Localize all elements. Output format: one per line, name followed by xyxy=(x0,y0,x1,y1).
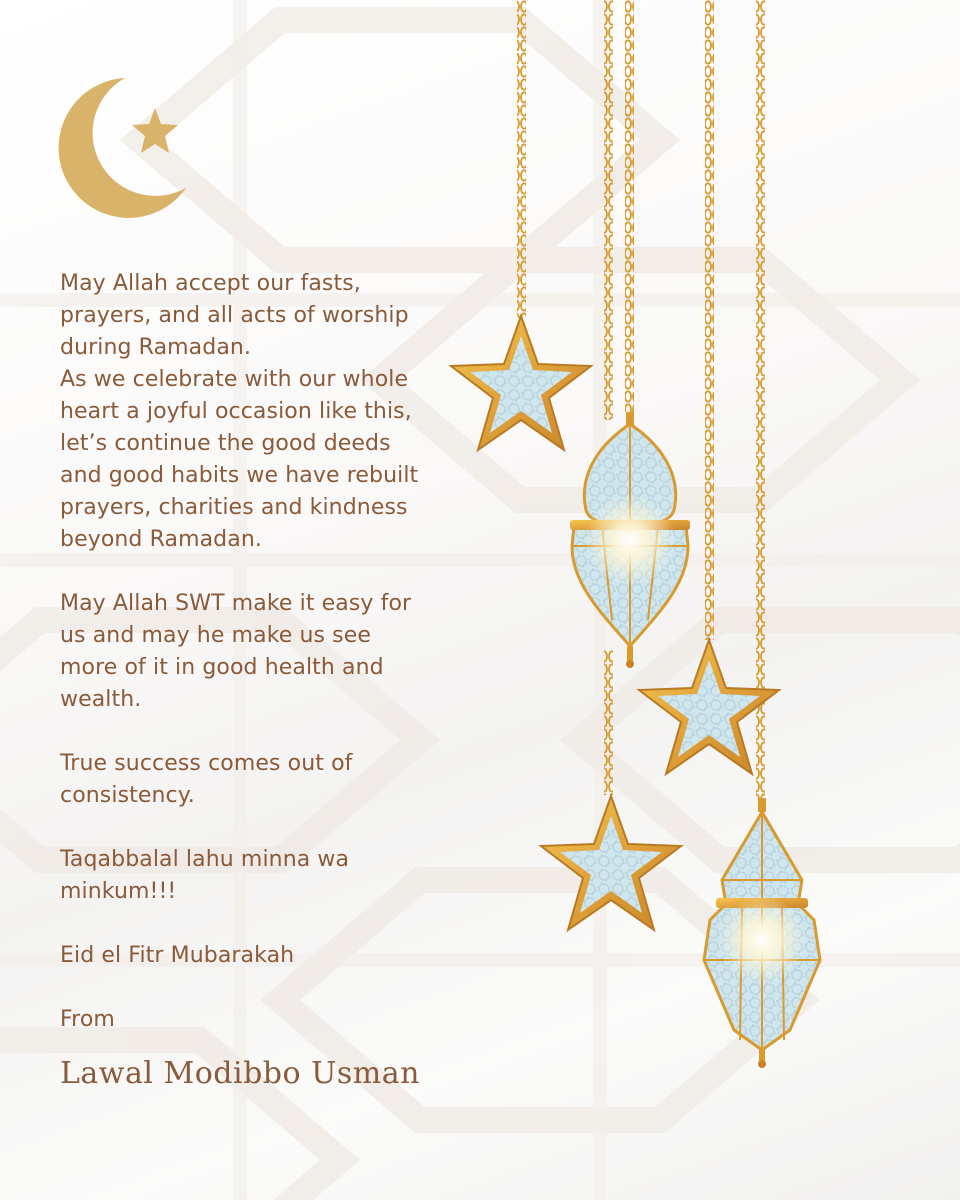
message-line: beyond Ramadan. xyxy=(60,527,262,552)
message-line: May Allah accept our fasts, xyxy=(60,271,361,296)
message-line: more of it in good health and xyxy=(60,655,384,680)
message-text xyxy=(60,268,480,1036)
message-line: heart a joyful occasion like this, xyxy=(60,399,412,424)
message-line: prayers, and all acts of worship xyxy=(60,303,409,328)
lantern-ornament xyxy=(704,798,820,1068)
message-paragraph-2 xyxy=(60,588,480,716)
message-line: and good habits we have rebuilt xyxy=(60,463,419,488)
message-line: As we celebrate with our whole xyxy=(60,367,409,392)
star-icon xyxy=(132,108,178,153)
message-paragraph-3 xyxy=(60,748,480,812)
star-ornament xyxy=(541,796,681,930)
message-line: let’s continue the good deeds xyxy=(60,431,391,456)
message-line: minkum!!! xyxy=(60,879,177,904)
lantern-ornament xyxy=(570,412,690,668)
message-line: wealth. xyxy=(60,687,142,712)
chains xyxy=(517,0,765,800)
paragraph-spacer xyxy=(60,556,480,588)
message-paragraph-1 xyxy=(60,268,480,556)
message-line: prayers, charities and kindness xyxy=(60,495,408,520)
message-line: True success comes out of xyxy=(60,751,353,776)
message-line: May Allah SWT make it easy for xyxy=(60,591,412,616)
message-line: consistency. xyxy=(60,783,195,808)
message-line: during Ramadan. xyxy=(60,335,252,360)
paragraph-spacer xyxy=(60,812,480,844)
eid-greeting: Eid el Fitr Mubarakah xyxy=(60,943,295,968)
from-label: From xyxy=(60,1007,115,1032)
message-paragraph-4 xyxy=(60,844,480,908)
paragraph-spacer xyxy=(60,716,480,748)
signature-name: Lawal Modibbo Usman xyxy=(60,1056,420,1091)
message-line: Taqabbalal lahu minna wa xyxy=(60,847,350,872)
message-line: us and may he make us see xyxy=(60,623,372,648)
paragraph-spacer xyxy=(60,972,480,1004)
paragraph-spacer xyxy=(60,908,480,940)
